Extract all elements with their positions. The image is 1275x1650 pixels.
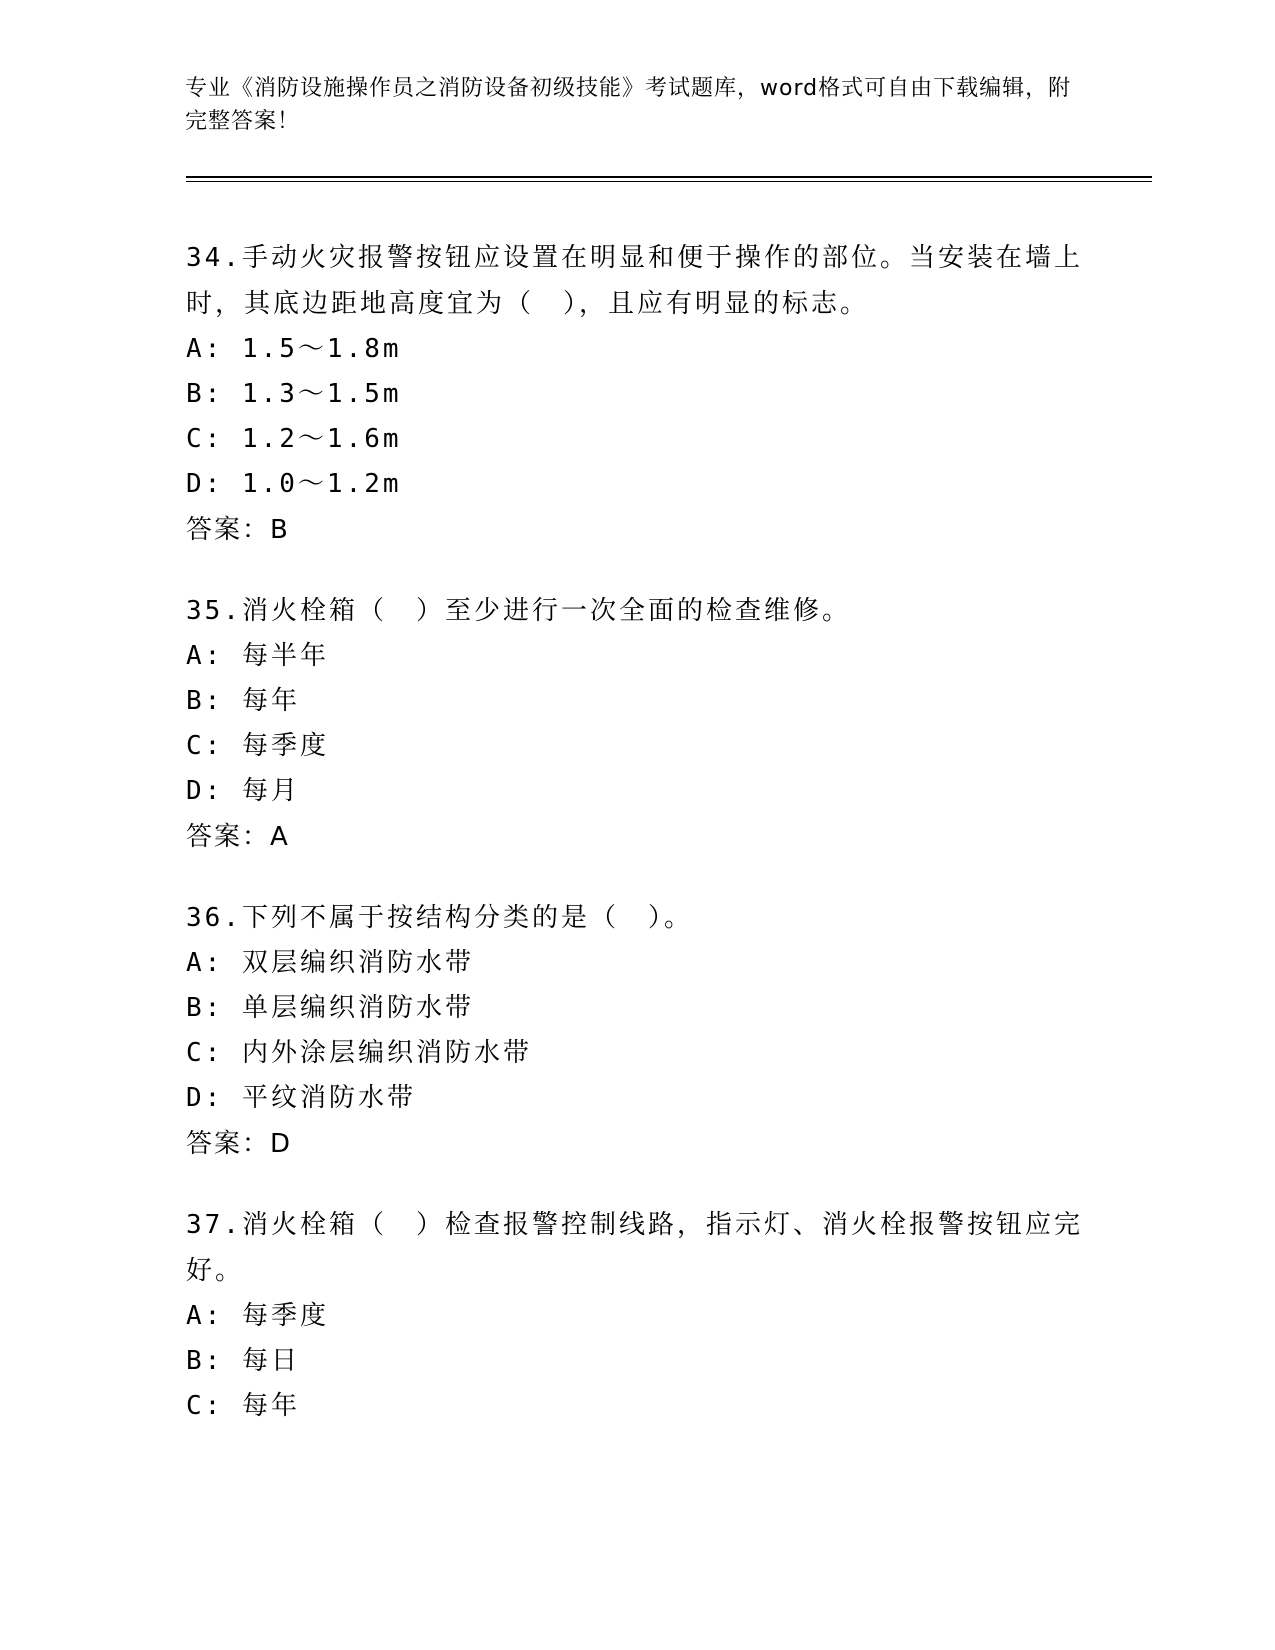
option-a: A: 双层编织消防水带	[186, 948, 474, 978]
header-rule-thick	[186, 176, 1152, 178]
question-stem: 35.消火栓箱（ ）至少进行一次全面的检查维修。	[186, 596, 851, 626]
question-list	[186, 235, 1086, 1464]
question-stem: 37.消火栓箱（ ）检查报警控制线路，指示灯、消火栓报警按钮应完好。	[186, 1210, 1083, 1286]
option-a: A: 每半年	[186, 641, 329, 671]
question-36	[186, 895, 1086, 1167]
option-c: C: 1.2～1.6m	[186, 424, 402, 454]
question-35	[186, 588, 1086, 860]
question-stem: 34.手动火灾报警按钮应设置在明显和便于操作的部位。当安装在墙上时，其底边距地高度宜为（ ），且应有明显的标志。	[186, 243, 1083, 319]
header-rule-thin	[186, 181, 1152, 182]
option-d: D: 平纹消防水带	[186, 1083, 416, 1113]
option-c: C: 每年	[186, 1391, 300, 1421]
answer-label: 答案：A	[186, 822, 290, 852]
answer-label: 答案：B	[186, 515, 290, 545]
answer-label: 答案：D	[186, 1129, 293, 1159]
question-37	[186, 1202, 1086, 1429]
question-34	[186, 235, 1086, 553]
option-d: D: 每月	[186, 776, 300, 806]
option-b: B: 1.3～1.5m	[186, 379, 402, 409]
document-header: 专业《消防设施操作员之消防设备初级技能》考试题库，word格式可自由下载编辑，附完整答案！	[185, 76, 1072, 134]
question-stem: 36.下列不属于按结构分类的是（ ）。	[186, 903, 693, 933]
option-a: A: 每季度	[186, 1301, 329, 1331]
option-a: A: 1.5～1.8m	[186, 334, 402, 364]
option-c: C: 内外涂层编织消防水带	[186, 1038, 532, 1068]
option-c: C: 每季度	[186, 731, 329, 761]
option-b: B: 每日	[186, 1346, 300, 1376]
option-d: D: 1.0～1.2m	[186, 469, 402, 499]
option-b: B: 单层编织消防水带	[186, 993, 474, 1023]
option-b: B: 每年	[186, 686, 300, 716]
